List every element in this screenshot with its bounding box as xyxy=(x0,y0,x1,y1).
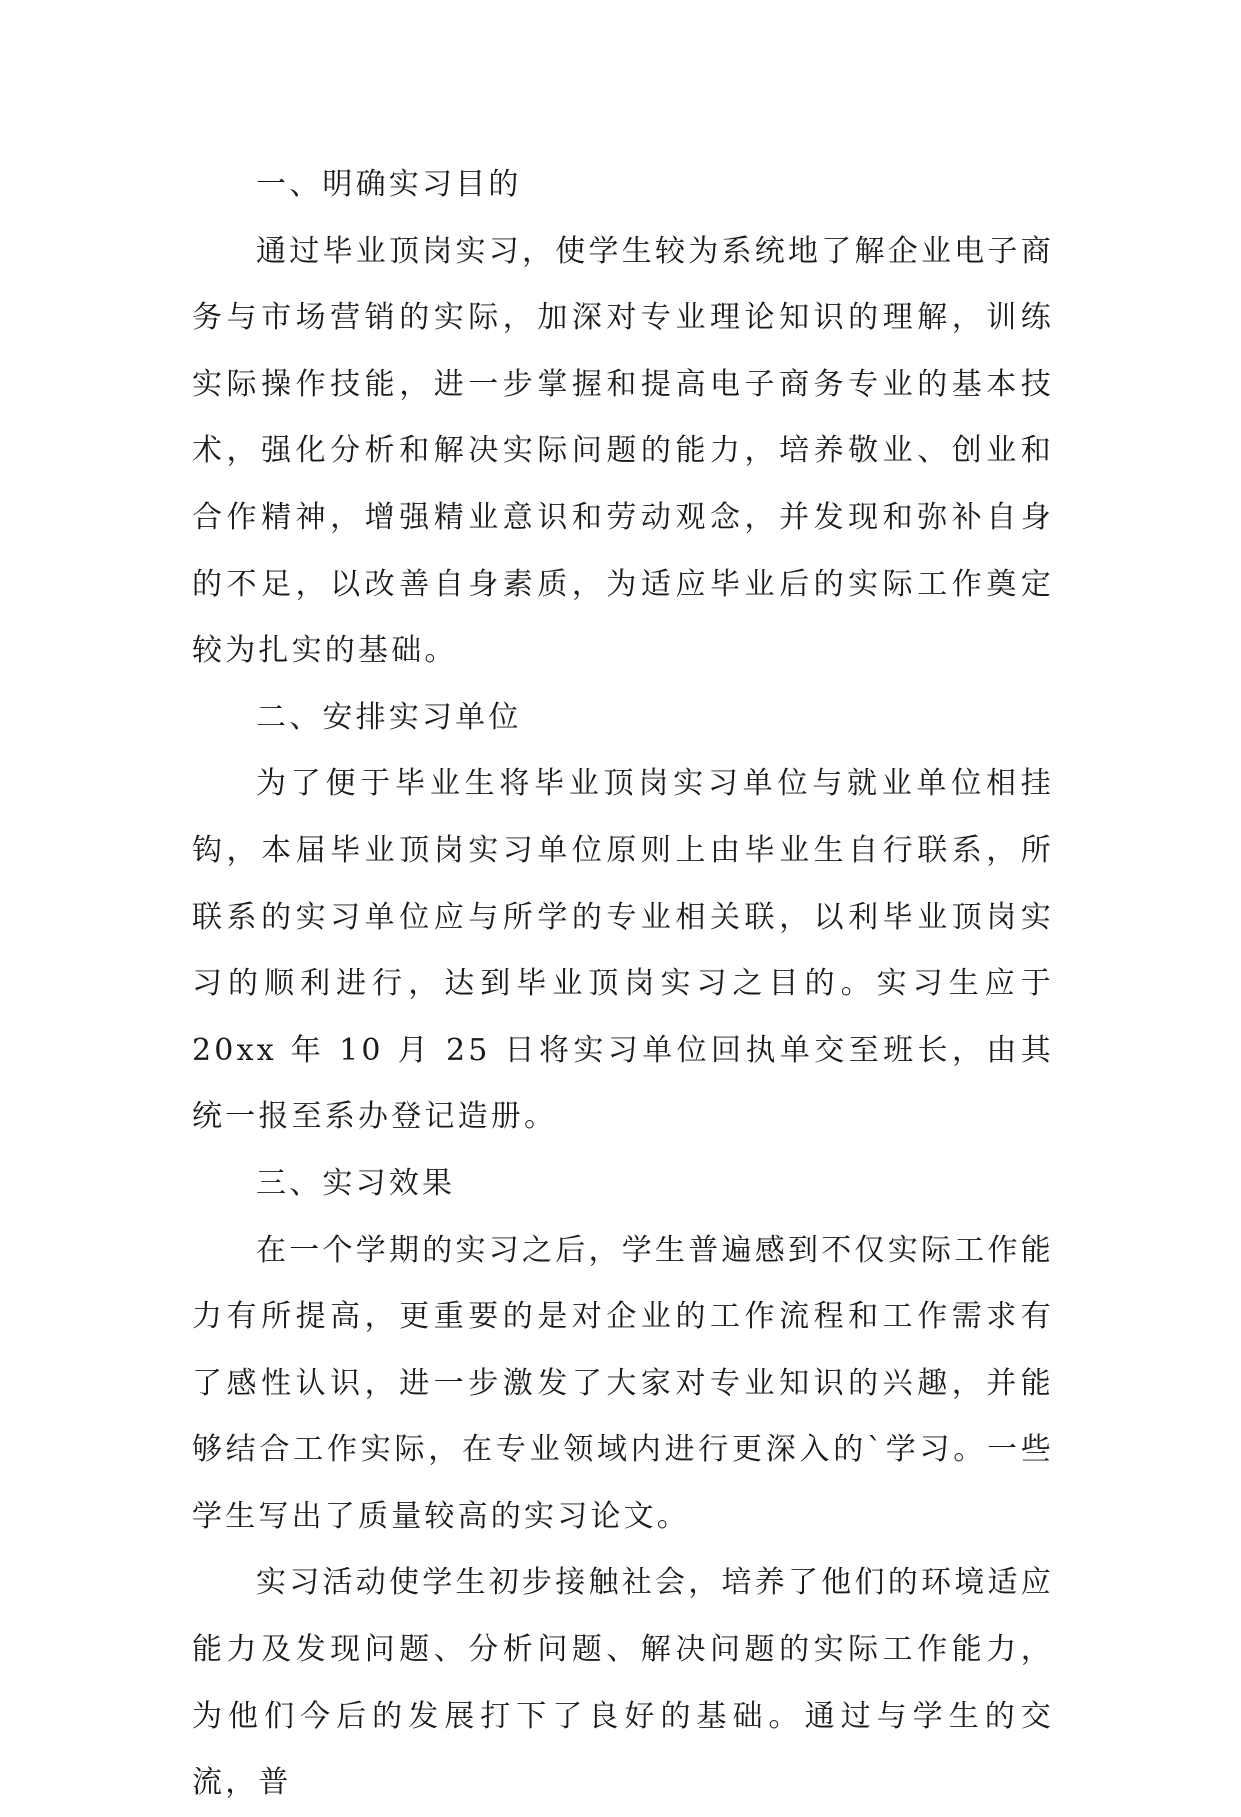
body-paragraph: 在一个学期的实习之后，学生普遍感到不仅实际工作能力有所提高，更重要的是对企业的工作流程和工作需求有了感性认识，进一步激发了大家对专业知识的兴趣，并能够结合工作实际，在专业领域内进行更深入的`学习。一些学生写出了质量较高的实习论文。 xyxy=(192,1232,1054,1534)
section-heading: 一、明确实习目的 xyxy=(256,167,522,202)
body-paragraph: 通过毕业顶岗实习，使学生较为系统地了解企业电子商务与市场营销的实际，加深对专业理论知识的理解，训练实际操作技能，进一步掌握和提高电子商务专业的基本技术，强化分析和解决实际问题的能力，培养敬业、创业和合作精神，增强精业意识和劳动观念，并发现和弥补自身的不足，以改善自身素质，为适应毕业后的实际工作奠定较为扎实的基础。 xyxy=(192,233,1054,669)
section-heading: 三、实习效果 xyxy=(256,1165,456,1201)
body-paragraph: 实习活动使学生初步接触社会，培养了他们的环境适应能力及发现问题、分析问题、解决问题的实际工作能力，为他们今后的发展打下了良好的基础。通过与学生的交流，普 xyxy=(192,1565,1054,1801)
section-heading: 二、安排实习单位 xyxy=(256,699,522,735)
body-paragraph: 为了便于毕业生将毕业顶岗实习单位与就业单位相挂钩，本届毕业顶岗实习单位原则上由毕业生自行联系，所联系的实习单位应与所学的专业相关联，以利毕业顶岗实习的顺利进行，达到毕业顶岗实习之目的。实习生应于 20xx 年 10 月 25 日将实习单位回执单交至班长，由其统一报至系办登记造册。 xyxy=(192,766,1054,1135)
document-body xyxy=(192,152,1054,1817)
